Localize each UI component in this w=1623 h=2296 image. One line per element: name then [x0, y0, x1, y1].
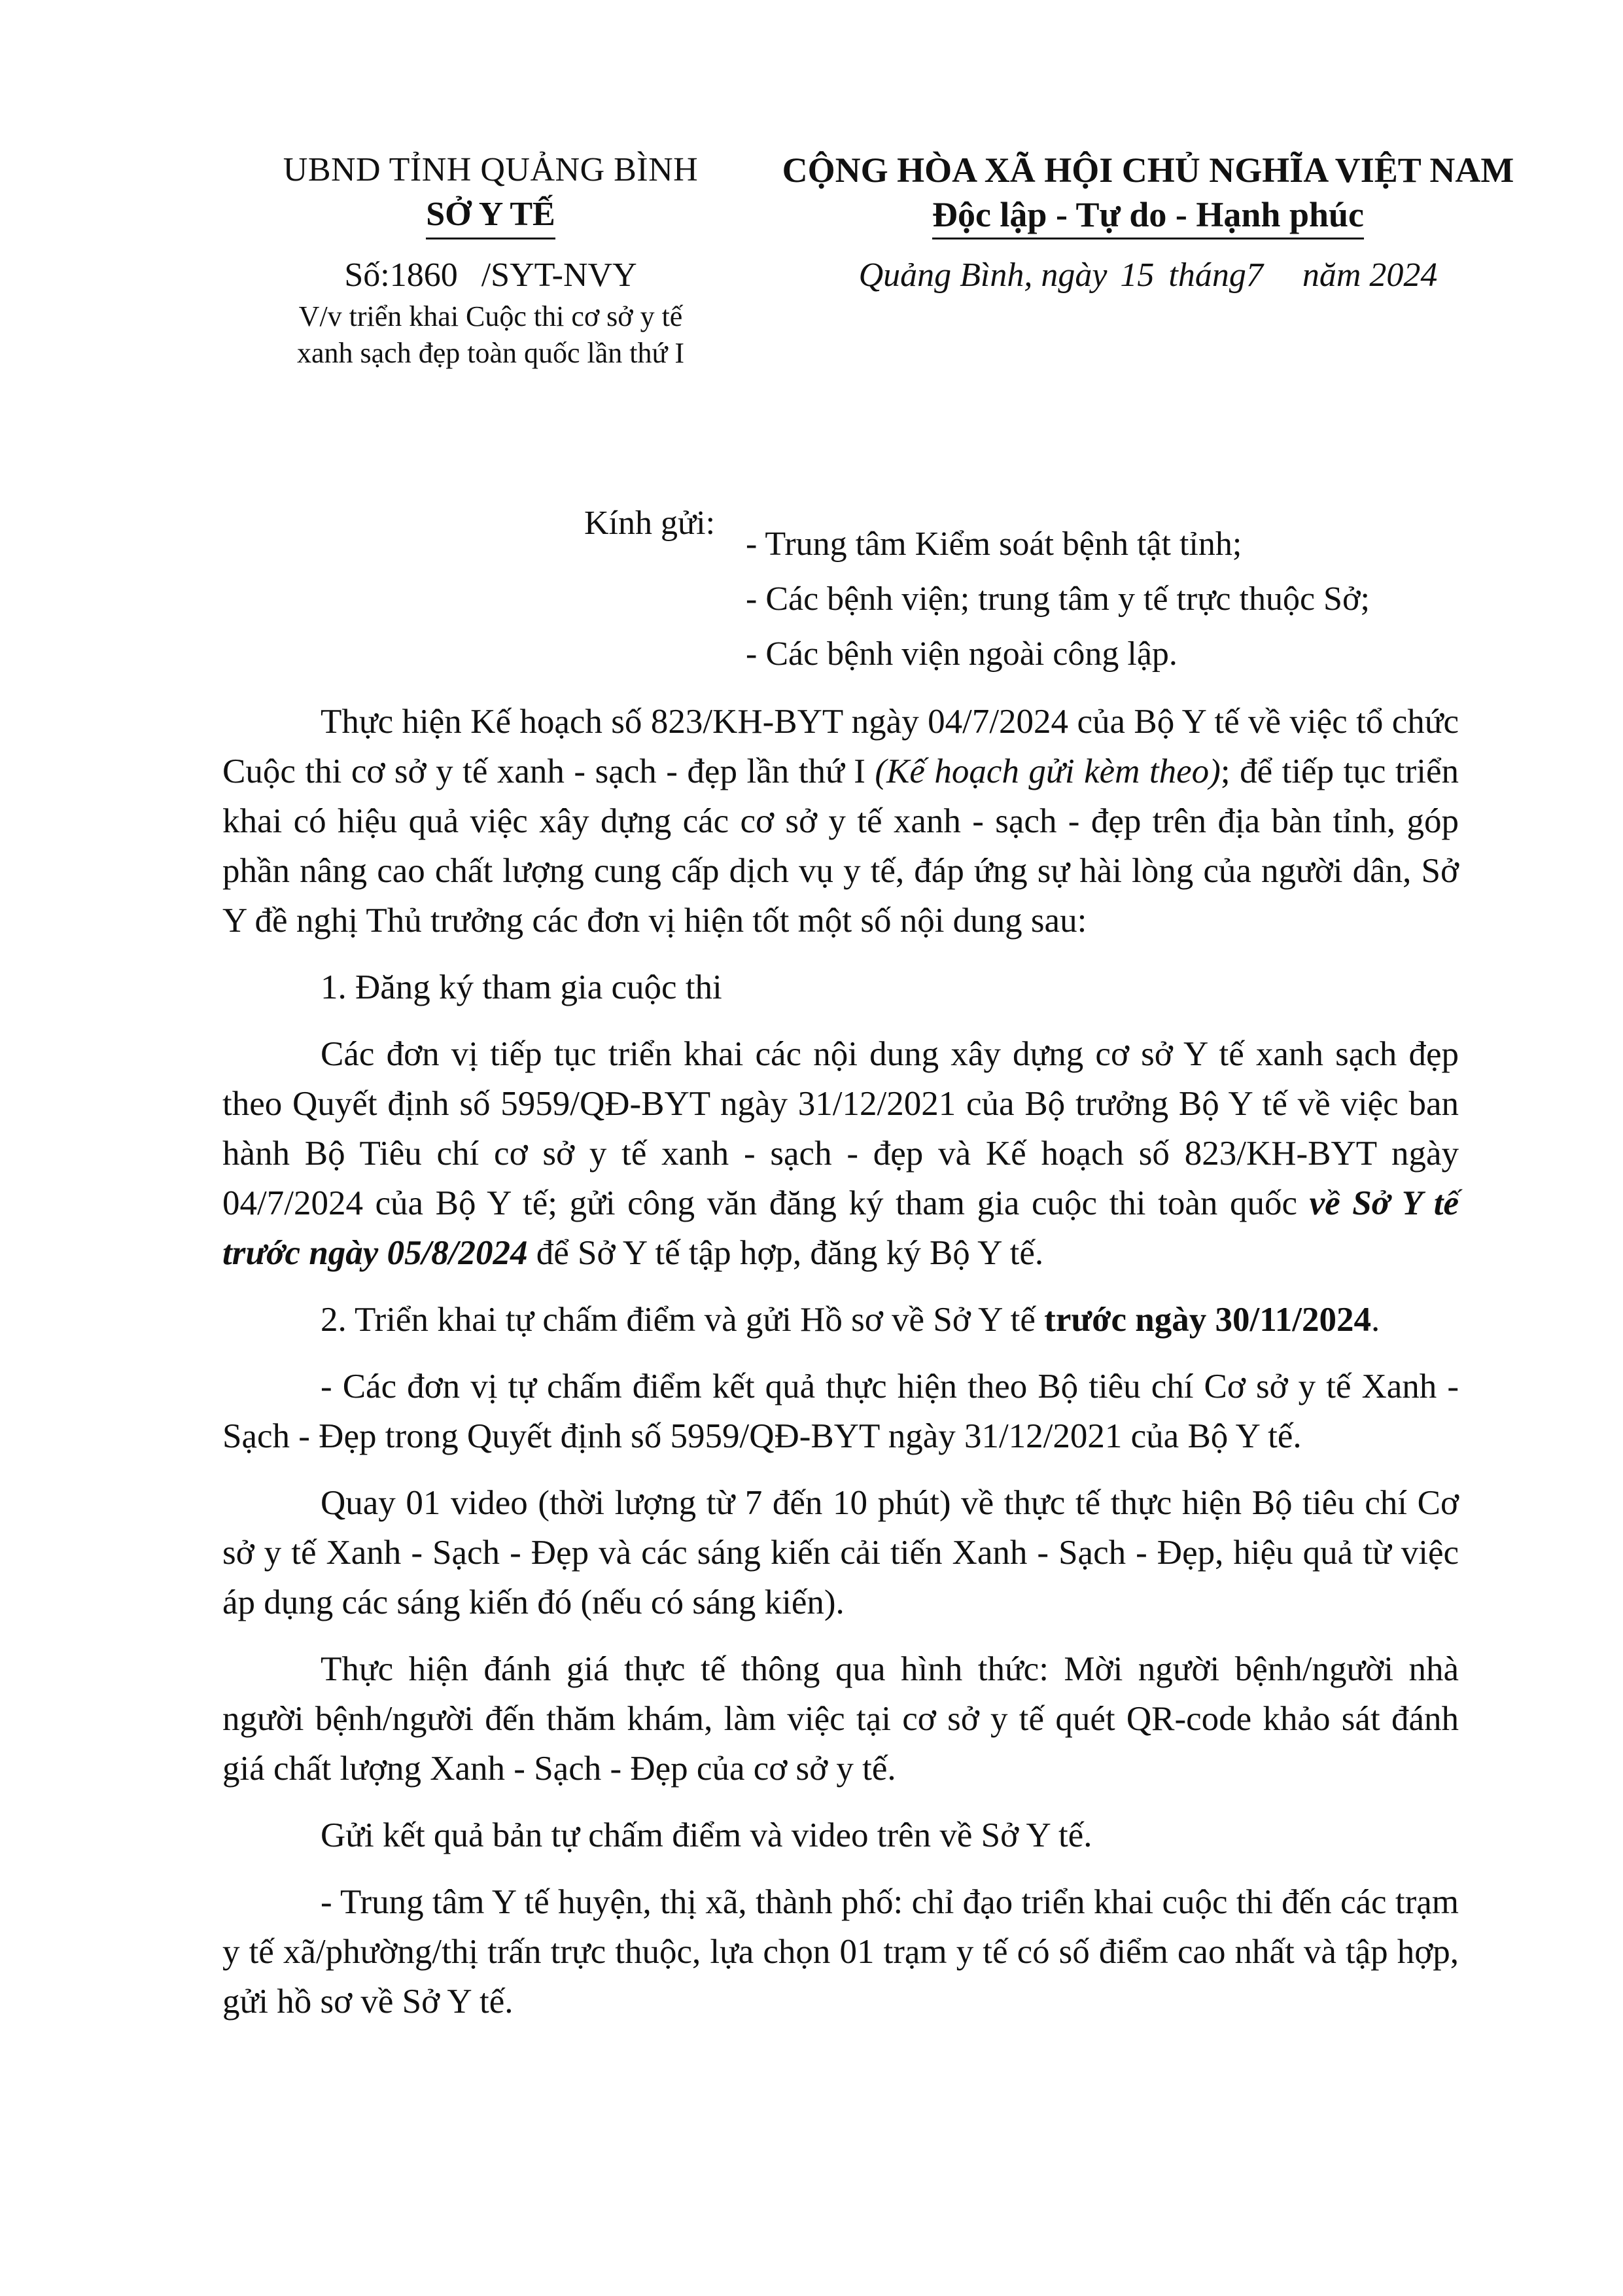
intro-text-italic: (Kế hoạch gửi kèm theo): [875, 752, 1221, 790]
department-name: [236, 193, 746, 239]
recipients-list: [746, 517, 1370, 682]
nation-title: CỘNG HÒA XÃ HỘI CHỦ NGHĨA VIỆT NAM: [782, 150, 1514, 190]
registration-deadline: về Sở Y tế trước ngày 05/8/2024: [222, 1184, 1459, 1272]
agency-name: UBND TỈNH QUẢNG BÌNH: [283, 151, 699, 188]
date-day: 15: [1120, 256, 1155, 294]
registration-text-b: để Sở Y tế tập hợp, đăng ký Bộ Y tế.: [527, 1234, 1044, 1272]
date-month-label: tháng: [1168, 256, 1246, 294]
doc-number-value: 1860: [389, 256, 458, 294]
date-year: năm 2024: [1302, 256, 1438, 294]
subject-line-2: xanh sạch đẹp toàn quốc lần thứ I: [296, 337, 684, 369]
paragraph-evaluation: Thực hiện đánh giá thực tế thông qua hình thức: Mời người bệnh/người nhà người bệnh/người đến thăm khám, làm việc tại cơ sở y tế quét QR-code khảo sát đánh giá chất lượng Xanh - Sạch - Đẹp của cơ sở y tế.: [222, 1650, 1459, 1788]
subject-line-1: V/v triển khai Cuộc thi cơ sở y tế: [298, 300, 683, 332]
intro-text-a: Thực hiện Kế hoạch số 823/KH-BYT ngày 04/7/2024 của Bộ Y tế về việc tổ chức Cuộc thi cơ sở y tế xanh - sạch - đẹp lần thứ I: [222, 703, 1459, 790]
document-number: [236, 253, 746, 298]
paragraph-intro: [222, 697, 1459, 945]
recipient-item: - Các bệnh viện; trung tâm y tế trực thuộc Sở;: [746, 580, 1370, 618]
doc-number-prefix: Số:: [344, 256, 390, 294]
recipients-label: Kính gửi:: [584, 504, 716, 542]
section-2-title-end: .: [1371, 1301, 1380, 1339]
intro-text-b: ; để tiếp tục triển khai có hiệu quả việc xây dựng các cơ sở y tế xanh - sạch - đẹp trên địa bàn tỉnh, góp phần nâng cao chất lượng cung cấp dịch vụ y tế, đáp ứng sự hài lòng của người dân, Sở Y đề nghị Thủ trưởng các đơn vị hiện tốt một số nội dung sau:: [222, 752, 1459, 940]
paragraph-self-scoring: - Các đơn vị tự chấm điểm kết quả thực hiện theo Bộ tiêu chí Cơ sở y tế Xanh - Sạch - Đẹp trong Quyết định số 5959/QĐ-BYT ngày 31/12/2021 của Bộ Y tế.: [222, 1368, 1459, 1455]
registration-text-a: Các đơn vị tiếp tục triển khai các nội dung xây dựng cơ sở Y tế xanh sạch đẹp theo Quyết định số 5959/QĐ-BYT ngày 31/12/2021 của Bộ trưởng Bộ Y tế về việc ban hành Bộ Tiêu chí cơ sở y tế xanh - sạch - đẹp và Kế hoạch số 823/KH-BYT ngày 04/7/2024 của Bộ Y tế; gửi công văn đăng ký tham gia cuộc thi toàn quốc: [222, 1035, 1459, 1222]
body-text: [222, 697, 1459, 2043]
department-label: SỞ Y TẾ: [426, 193, 555, 239]
header-right: [759, 147, 1537, 298]
paragraph-registration: [222, 1029, 1459, 1278]
date-place: Quảng Bình, ngày: [858, 256, 1108, 294]
recipient-item: - Các bệnh viện ngoài công lập.: [746, 635, 1178, 673]
section-1-title: 1. Đăng ký tham gia cuộc thi: [321, 968, 722, 1006]
paragraph-video: Quay 01 video (thời lượng từ 7 đến 10 phút) về thực tế thực hiện Bộ tiêu chí Cơ sở y tế Xanh - Sạch - Đẹp và các sáng kiến cải tiến Xanh - Sạch - Đẹp, hiệu quả từ việc áp dụng các sáng kiến đó (nếu có sáng kiến).: [222, 1484, 1459, 1621]
paragraph-submit-results: Gửi kết quả bản tự chấm điểm và video trên về Sở Y tế.: [321, 1816, 1092, 1854]
section-2-deadline: trước ngày 30/11/2024: [1044, 1301, 1372, 1339]
recipient-item: - Trung tâm Kiểm soát bệnh tật tỉnh;: [746, 525, 1242, 563]
motto-text: Độc lập - Tự do - Hạnh phúc: [932, 193, 1364, 239]
section-2-title: [222, 1295, 1459, 1345]
header-left: [236, 147, 746, 372]
dateline: [759, 253, 1537, 298]
date-month: 7: [1246, 256, 1263, 294]
doc-number-suffix: /SYT-NVY: [481, 256, 637, 294]
paragraph-district-centers: - Trung tâm Y tế huyện, thị xã, thành phố: chỉ đạo triển khai cuộc thi đến các trạm y tế xã/phường/thị trấn trực thuộc, lựa chọn 01 trạm y tế có số điểm cao nhất và tập hợp, gửi hồ sơ về Sở Y tế.: [222, 1883, 1459, 2021]
motto: [759, 193, 1537, 239]
section-2-title-text: 2. Triển khai tự chấm điểm và gửi Hồ sơ về Sở Y tế: [321, 1301, 1045, 1339]
